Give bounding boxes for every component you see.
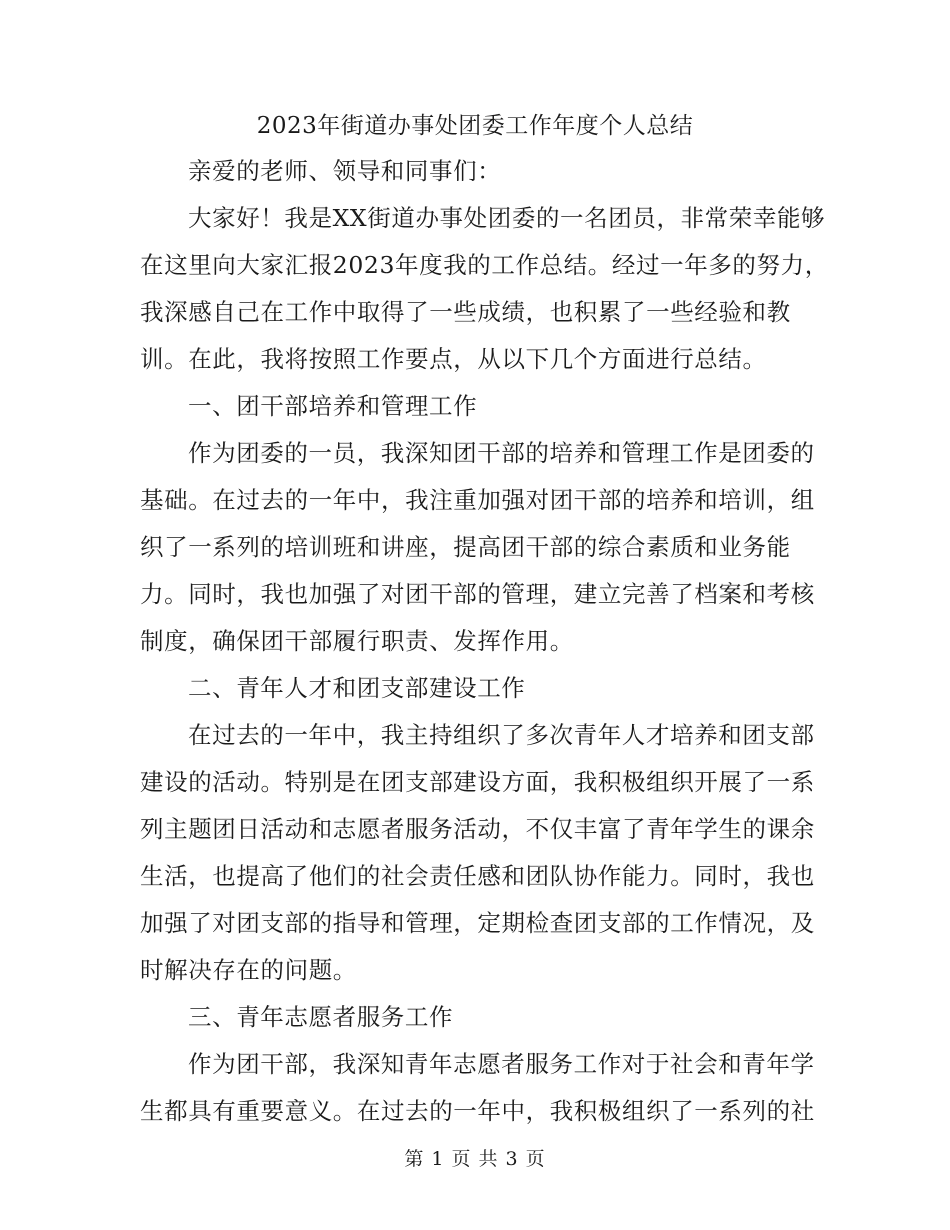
paragraph-line: 加强了对团支部的指导和管理，定期检查团支部的工作情况，及 xyxy=(140,909,815,937)
section-heading: 一、团干部培养和管理工作 xyxy=(188,392,478,420)
paragraph-line: 大家好！我是XX街道办事处团委的一名团员，非常荣幸能够 xyxy=(188,204,826,232)
paragraph-line: 作为团委的一员，我深知团干部的培养和管理工作是团委的 xyxy=(188,439,815,467)
paragraph-line: 列主题团日活动和志愿者服务活动，不仅丰富了青年学生的课余 xyxy=(140,815,815,843)
paragraph-line: 作为团干部，我深知青年志愿者服务工作对于社会和青年学 xyxy=(188,1050,815,1078)
paragraph-line: 力。同时，我也加强了对团干部的管理，建立完善了档案和考核 xyxy=(140,580,815,608)
page-number: 第 1 页 共 3 页 xyxy=(404,1148,546,1170)
paragraph-line: 织了一系列的培训班和讲座，提高团干部的综合素质和业务能 xyxy=(140,533,791,561)
paragraph-line: 训。在此，我将按照工作要点，从以下几个方面进行总结。 xyxy=(140,345,767,373)
salutation: 亲爱的老师、领导和同事们： xyxy=(188,157,502,185)
paragraph-line: 生活，也提高了他们的社会责任感和团队协作能力。同时，我也 xyxy=(140,862,815,890)
paragraph-line: 我深感自己在工作中取得了一些成绩，也积累了一些经验和教 xyxy=(140,298,791,326)
paragraph-line: 时解决存在的问题。 xyxy=(140,956,357,984)
section-heading: 三、青年志愿者服务工作 xyxy=(188,1003,454,1031)
paragraph-line: 在过去的一年中，我主持组织了多次青年人才培养和团支部 xyxy=(188,721,815,749)
paragraph-line: 基础。在过去的一年中，我注重加强对团干部的培养和培训，组 xyxy=(140,486,815,514)
section-heading: 二、青年人才和团支部建设工作 xyxy=(188,674,526,702)
paragraph-line: 制度，确保团干部履行职责、发挥作用。 xyxy=(140,627,574,655)
paragraph-line: 在这里向大家汇报2023年度我的工作总结。经过一年多的努力， xyxy=(140,251,829,279)
paragraph-line: 生都具有重要意义。在过去的一年中，我积极组织了一系列的社 xyxy=(140,1097,815,1125)
document-title: 2023年街道办事处团委工作年度个人总结 xyxy=(256,113,694,139)
paragraph-line: 建设的活动。特别是在团支部建设方面，我积极组织开展了一系 xyxy=(140,768,815,796)
